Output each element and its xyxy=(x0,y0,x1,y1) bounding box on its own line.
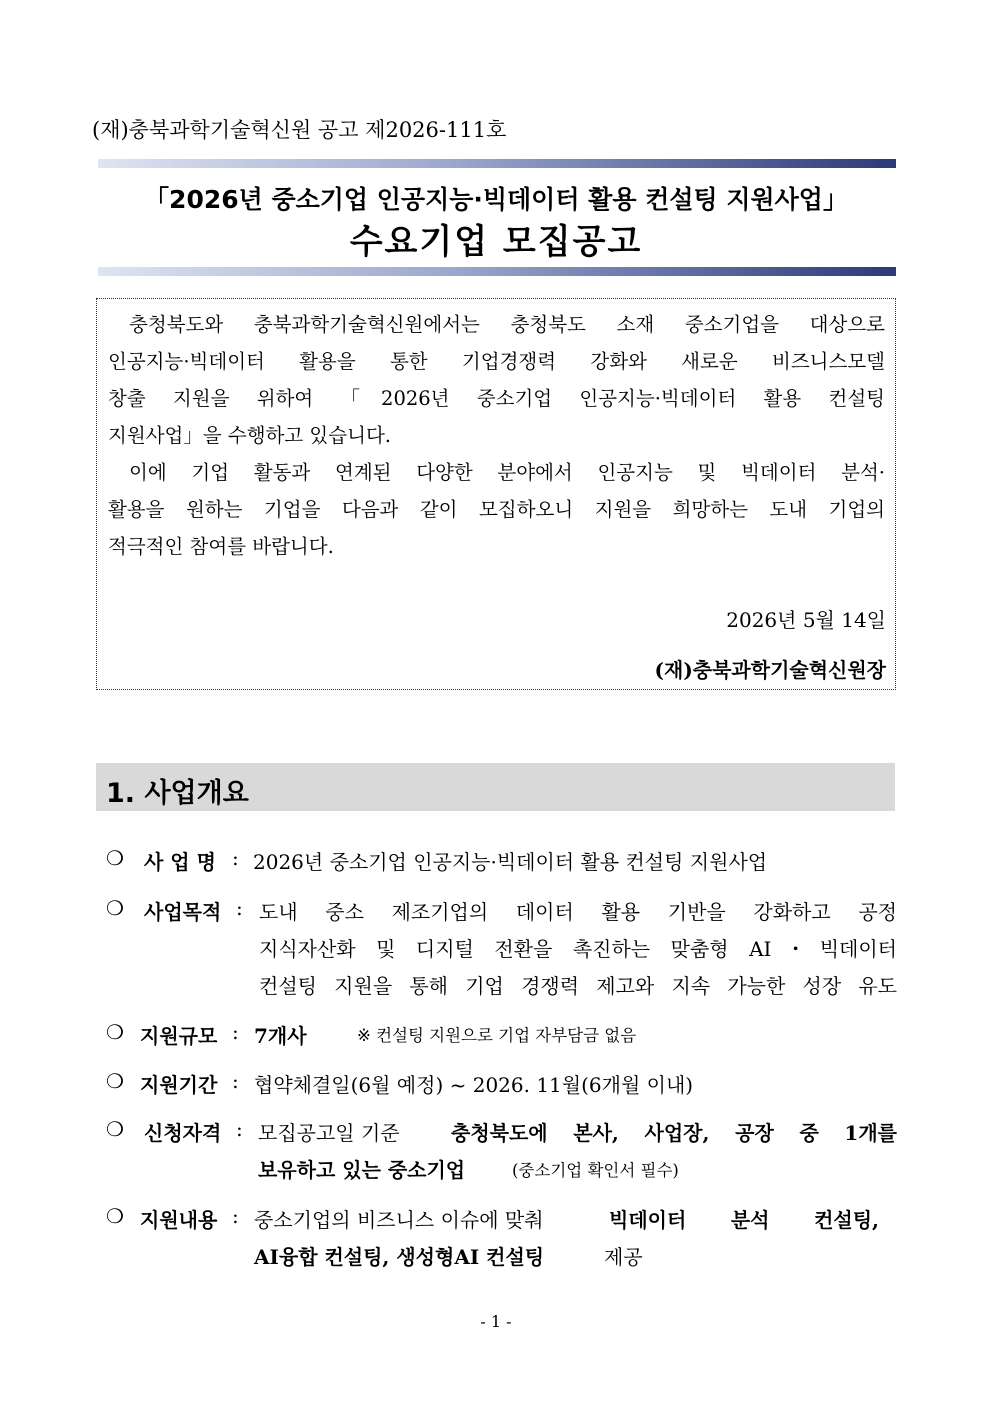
eligibility-colon: : xyxy=(236,1117,243,1141)
bullet-icon: ❍ xyxy=(106,846,124,870)
bullet-icon: ❍ xyxy=(106,1069,124,1093)
period-value: 협약체결일(6월 예정) ~ 2026. 11월(6개월 이내) xyxy=(254,1073,694,1097)
purpose-line-3: 컨설팅 지원을 통해 기업 경쟁력 제고와 지속 가능한 성장 유도 xyxy=(259,974,897,998)
content-line1-emphasis: 빅데이터 분석 컨설팅, xyxy=(609,1208,879,1232)
title-top-rule xyxy=(98,159,896,168)
eligibility-line2-emphasis: 보유하고 있는 중소기업 xyxy=(258,1158,466,1182)
scale-colon: : xyxy=(232,1020,239,1044)
purpose-colon: : xyxy=(236,896,243,920)
intro-box xyxy=(96,298,896,690)
page-number: - 1 - xyxy=(480,1312,512,1331)
bullet-icon: ❍ xyxy=(106,1020,124,1044)
notice-number: (재)충북과학기술혁신원 공고 제2026-111호 xyxy=(92,118,507,142)
page-title: 「2026년 중소기업 인공지능·빅데이터 활용 컨설팅 지원사업」 xyxy=(144,185,848,214)
scale-label: 지원규모 xyxy=(140,1024,218,1048)
period-label: 지원기간 xyxy=(140,1073,218,1097)
content-line1-text: 중소기업의 비즈니스 이슈에 맞춰 xyxy=(254,1208,544,1232)
eligibility-line1-emphasis: 충청북도에 본사, 사업장, 공장 중 1개를 xyxy=(451,1121,897,1145)
eligibility-line1-text: 모집공고일 기준 xyxy=(258,1121,400,1145)
page-subtitle: 수요기업 모집공고 xyxy=(349,222,643,262)
period-colon: : xyxy=(232,1069,239,1093)
intro-line-5: 이에 기업 활동과 연계된 다양한 분야에서 인공지능 및 빅데이터 분석· xyxy=(129,461,885,484)
intro-line-4: 지원사업」을 수행하고 있습니다. xyxy=(108,424,391,447)
project-name-value: 2026년 중소기업 인공지능·빅데이터 활용 컨설팅 지원사업 xyxy=(253,850,768,874)
section-header xyxy=(96,763,895,811)
title-bottom-rule xyxy=(98,267,896,276)
intro-line-7: 적극적인 참여를 바랍니다. xyxy=(108,535,334,558)
content-line2-text: 제공 xyxy=(604,1245,643,1269)
intro-line-2: 인공지능·빅데이터 활용을 통한 기업경쟁력 강화와 새로운 비즈니스모델 xyxy=(108,350,885,373)
signatory: (재)충북과학기술혁신원장 xyxy=(654,658,886,682)
eligibility-note: (중소기업 확인서 필수) xyxy=(512,1161,679,1180)
purpose-label: 사업목적 xyxy=(144,900,222,924)
notice-date: 2026년 5월 14일 xyxy=(726,608,886,632)
section-title: 1. 사업개요 xyxy=(106,778,249,809)
bullet-icon: ❍ xyxy=(106,1204,124,1228)
eligibility-label: 신청자격 xyxy=(144,1121,222,1145)
intro-line-3: 창출 지원을 위하여 「2026년 중소기업 인공지능·빅데이터 활용 컨설팅 xyxy=(108,387,885,410)
bullet-icon: ❍ xyxy=(106,1117,124,1141)
scale-note: ※ 컨설팅 지원으로 기업 자부담금 없음 xyxy=(357,1026,637,1045)
bullet-icon: ❍ xyxy=(106,896,124,920)
scale-value: 7개사 xyxy=(254,1024,307,1048)
purpose-line-2: 지식자산화 및 디지털 전환을 촉진하는 맞춤형 AI・빅데이터 xyxy=(259,937,897,961)
purpose-line-1: 도내 중소 제조기업의 데이터 활용 기반을 강화하고 공정 xyxy=(259,900,897,924)
intro-line-6: 활용을 원하는 기업을 다음과 같이 모집하오니 지원을 희망하는 도내 기업의 xyxy=(108,498,885,521)
project-name-label: 사 업 명 xyxy=(144,850,216,874)
intro-line-1: 충청북도와 충북과학기술혁신원에서는 충청북도 소재 중소기업을 대상으로 xyxy=(129,313,885,336)
content-label: 지원내용 xyxy=(140,1208,218,1232)
content-colon: : xyxy=(232,1204,239,1228)
content-line2-emphasis: AI융합 컨설팅, 생성형AI 컨설팅 xyxy=(254,1245,545,1269)
project-name-colon: : xyxy=(232,846,239,870)
